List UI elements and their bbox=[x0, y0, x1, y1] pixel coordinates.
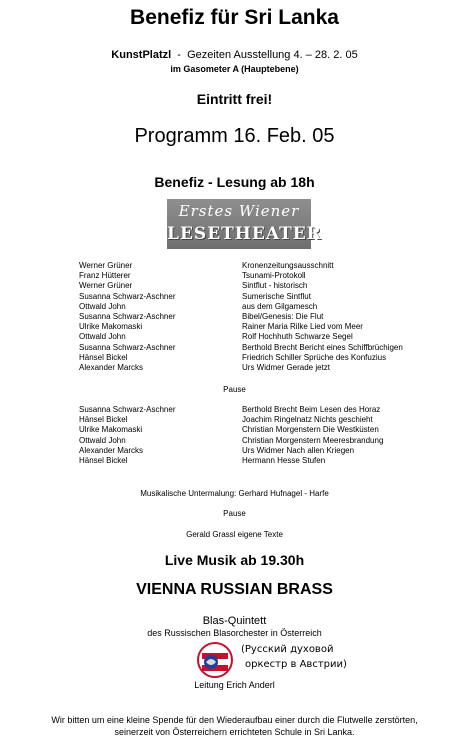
reader-name: Hänsel Bickel bbox=[79, 415, 128, 425]
donation-line-1: Wir bitten um eine kleine Spende für den Wiederaufbau einer durch die Flutwelle zerstörten, bbox=[51, 715, 418, 725]
reading-row bbox=[0, 271, 469, 281]
reading-row bbox=[0, 405, 469, 415]
exhibition-venue: KunstPlatzl bbox=[111, 49, 172, 61]
reading-row bbox=[0, 332, 469, 342]
reading-row bbox=[0, 302, 469, 312]
exhibition-dates: - Gezeiten Ausstellung 4. – 28. 2. 05 bbox=[171, 49, 358, 61]
reader-name: Susanna Schwarz-Aschner bbox=[79, 342, 176, 352]
reader-name: Ulrike Makomaski bbox=[79, 425, 143, 435]
gerald-note: Gerald Grassl eigene Texte bbox=[186, 530, 283, 539]
reading-row bbox=[0, 415, 469, 425]
music-note: Musikalische Untermalung: Gerhard Hufnagel - Harfe bbox=[140, 489, 329, 498]
reader-name: Ottwald John bbox=[79, 435, 126, 445]
band-subtitle: Blas-Quintett bbox=[202, 615, 267, 627]
orchestra-badge-icon bbox=[196, 641, 234, 679]
donation-note bbox=[0, 714, 469, 738]
reading-title: Urs Widmer Nach allen Kriegen bbox=[242, 445, 355, 455]
reader-name: Susanna Schwarz-Aschner bbox=[79, 311, 176, 321]
entry-note: Eintritt frei! bbox=[196, 91, 273, 107]
reader-name: Franz Hütterer bbox=[79, 271, 131, 281]
reader-name: Susanna Schwarz-Aschner bbox=[79, 291, 176, 301]
reading-row bbox=[0, 292, 469, 302]
logo-line-2: LESETHEATER bbox=[167, 224, 322, 244]
lesung-heading: Benefiz - Lesung ab 18h bbox=[154, 174, 315, 190]
leader-line: Leitung Erich Anderl bbox=[194, 680, 275, 690]
reading-title: Urs Widmer Gerade jetzt bbox=[242, 362, 331, 372]
reading-title: Berthold Brecht Bericht eines Schiffbrüchigen bbox=[242, 342, 403, 352]
reader-name: Susanna Schwarz-Aschner bbox=[79, 405, 176, 414]
reader-name: Hänsel Bickel bbox=[79, 352, 128, 362]
reader-name: Hänsel Bickel bbox=[79, 455, 128, 465]
reading-title: Sumerische Sintflut bbox=[242, 291, 311, 301]
reader-name: Ottwald John bbox=[79, 301, 126, 311]
reading-row bbox=[0, 322, 469, 332]
donation-line-2: seinerzeit von Österreichern errichteten Schule in Sri Lanka. bbox=[114, 727, 355, 737]
reading-row bbox=[0, 312, 469, 322]
lesetheater-logo bbox=[167, 199, 322, 249]
page-title: Benefiz für Sri Lanka bbox=[130, 6, 339, 29]
reading-row bbox=[0, 446, 469, 456]
reader-name: Ottwald John bbox=[79, 332, 126, 342]
reading-row bbox=[0, 281, 469, 291]
reader-name: Werner Grüner bbox=[79, 261, 133, 270]
program-title: Programm 16. Feb. 05 bbox=[134, 125, 335, 147]
reading-row bbox=[0, 436, 469, 446]
reading-title: Christian Morgenstern Meeresbrandung bbox=[242, 435, 384, 445]
reading-title: Rolf Hochhuth Schwarze Segel bbox=[242, 332, 353, 342]
reading-row bbox=[0, 425, 469, 435]
readings-list-part-1 bbox=[0, 261, 469, 373]
reading-title: Christian Morgenstern Die Westküsten bbox=[242, 425, 379, 435]
pause-label-2: Pause bbox=[223, 509, 246, 518]
reading-title: Tsunami-Protokoll bbox=[242, 271, 306, 281]
reading-row bbox=[0, 343, 469, 353]
reading-title: aus dem Gilgamesch bbox=[242, 301, 318, 311]
reader-name: Werner Grüner bbox=[79, 281, 133, 291]
reading-title: Friedrich Schiller Sprüche des Konfuzius bbox=[242, 352, 387, 362]
reading-row bbox=[0, 456, 469, 466]
russian-name bbox=[241, 642, 347, 672]
reading-title: Sintflut - historisch bbox=[242, 281, 308, 291]
reading-title: Joachim Ringelnatz Nichts geschieht bbox=[242, 415, 373, 425]
reading-row bbox=[0, 353, 469, 363]
readings-list-part-2 bbox=[0, 405, 469, 466]
russian-line-2: оркестр в Австрии) bbox=[245, 659, 347, 670]
exhibition-line bbox=[0, 49, 469, 61]
orchestra-name: des Russischen Blasorchester in Österreich bbox=[147, 628, 322, 638]
reading-title: Berthold Brecht Beim Lesen des Horaz bbox=[242, 405, 381, 414]
reading-title: Rainer Maria Rilke Lied vom Meer bbox=[242, 322, 363, 332]
reader-name: Alexander Marcks bbox=[79, 362, 144, 372]
venue-detail: im Gasometer A (Hauptebene) bbox=[170, 64, 299, 74]
reading-title: Kronenzeitungsausschnitt bbox=[242, 261, 334, 270]
reader-name: Alexander Marcks bbox=[79, 445, 144, 455]
band-name: VIENNA RUSSIAN BRASS bbox=[136, 581, 333, 598]
live-music-heading: Live Musik ab 19.30h bbox=[164, 552, 305, 568]
reader-name: Ulrike Makomaski bbox=[79, 322, 143, 332]
reading-title: Bibel/Genesis: Die Flut bbox=[242, 311, 324, 321]
logo-line-1: Erstes Wiener bbox=[178, 202, 300, 220]
reading-row bbox=[0, 363, 469, 373]
reading-row bbox=[0, 261, 469, 271]
russian-line-1: (Русский духовой bbox=[241, 644, 334, 655]
pause-label-1: Pause bbox=[223, 385, 246, 394]
reading-title: Hermann Hesse Stufen bbox=[242, 455, 326, 465]
